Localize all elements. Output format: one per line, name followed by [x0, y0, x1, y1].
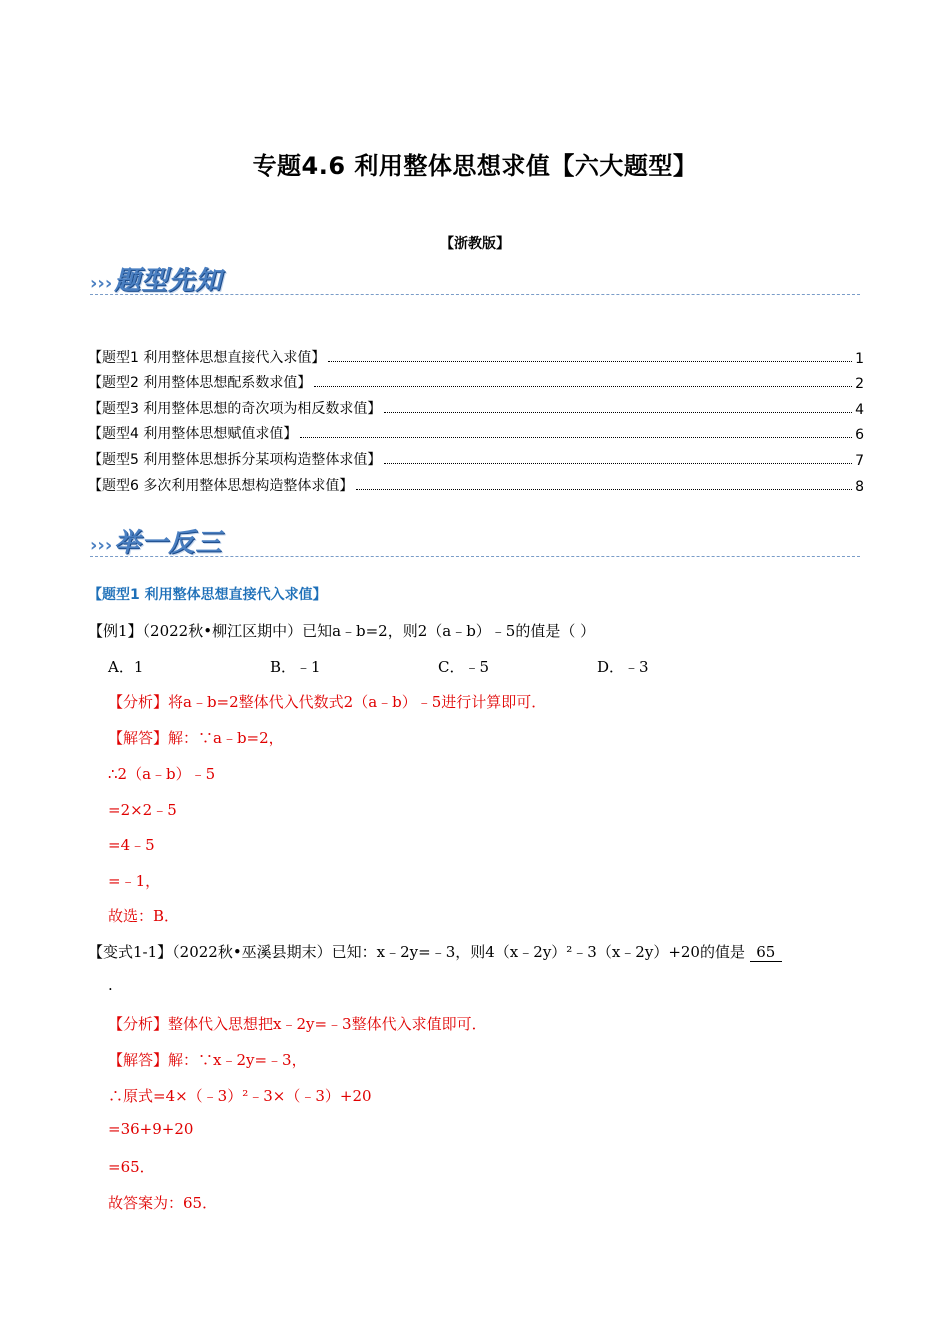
solution-step: ∴2（a﹣b）﹣5: [108, 765, 216, 783]
page-title: 专题4.6 利用整体思想求值【六大题型】: [252, 152, 698, 180]
option-d: D．﹣3: [597, 658, 649, 676]
toc-item-page: 7: [855, 452, 864, 469]
answer: [108, 727, 284, 748]
toc-item[interactable]: [88, 443, 864, 469]
analysis-tag: 【分析】: [108, 693, 169, 711]
answer-text: 解：∵a﹣b=2，: [168, 729, 284, 747]
divider: [90, 294, 860, 295]
analysis-text: 整体代入思想把x﹣2y=﹣3整体代入求值即可．: [168, 1015, 487, 1033]
answer-blank: 65: [750, 943, 782, 962]
toc-leader: [328, 361, 852, 362]
answer-text: 解：∵x﹣2y=﹣3，: [168, 1051, 307, 1069]
solution-step: =4﹣5: [108, 836, 155, 854]
banner-title: 题型先知: [114, 266, 223, 296]
analysis-text: 将a﹣b=2整体代入代数式2（a﹣b）﹣5进行计算即可．: [168, 693, 547, 711]
toc-leader: [314, 386, 852, 387]
section-heading: 【题型1 利用整体思想直接代入求值】: [88, 587, 327, 603]
banner-topic-preview: [90, 260, 223, 296]
toc-item-label: 【题型4 利用整体思想赋值求值】: [88, 426, 298, 443]
banner-title: 举一反三: [114, 528, 223, 558]
analysis-tag: 【分析】: [108, 1015, 169, 1033]
toc-leader: [300, 437, 852, 438]
divider: [90, 556, 860, 557]
solution-step: =﹣1，: [108, 872, 161, 890]
edition-label: 【浙教版】: [440, 236, 510, 252]
option-c: C．﹣5: [438, 658, 490, 676]
solution-step: =36+9+20: [108, 1120, 194, 1138]
toc-item-page: 2: [855, 376, 864, 393]
answer-tag: 【解答】: [108, 1051, 169, 1069]
analysis: [108, 691, 546, 712]
toc-item[interactable]: [88, 392, 864, 418]
toc-item-label: 【题型5 利用整体思想拆分某项构造整体求值】: [88, 451, 382, 468]
variant-question-text: 【变式1-1】（2022秋•巫溪县期末）已知：x﹣2y=﹣3，则4（x﹣2y）²﹣3（x﹣2y）+20的值是: [88, 943, 745, 961]
solution-step: =65．: [108, 1158, 155, 1176]
banner-arrows-icon: ›››: [90, 535, 113, 556]
table-of-contents: [88, 341, 864, 495]
toc-item-page: 4: [855, 401, 864, 418]
analysis: [108, 1013, 487, 1034]
toc-leader: [384, 412, 852, 413]
option-b: B．﹣1: [270, 658, 321, 676]
toc-item-page: 1: [855, 350, 864, 367]
answer: [108, 1049, 307, 1070]
solution-step: 故选：B．: [108, 907, 180, 925]
toc-leader: [356, 489, 852, 490]
toc-item[interactable]: [88, 341, 864, 367]
toc-leader: [384, 463, 852, 464]
toc-item-page: 6: [855, 427, 864, 444]
toc-item-page: 8: [855, 478, 864, 495]
banner-practice: [90, 522, 223, 558]
option-a: A．1: [108, 658, 144, 676]
toc-item[interactable]: [88, 367, 864, 393]
solution-step: ∴原式=4×（﹣3）²﹣3×（﹣3）+20: [108, 1087, 372, 1105]
banner-arrows-icon: ›››: [90, 273, 113, 294]
variant-tail: .: [108, 976, 113, 994]
variant-question: [88, 941, 782, 962]
toc-item-label: 【题型3 利用整体思想的奇次项为相反数求值】: [88, 400, 382, 417]
toc-item[interactable]: [88, 418, 864, 444]
toc-item-label: 【题型2 利用整体思想配系数求值】: [88, 375, 312, 392]
solution-step: 故答案为：65．: [108, 1194, 218, 1212]
answer-tag: 【解答】: [108, 729, 169, 747]
example-question: 【例1】（2022秋•柳江区期中）已知a﹣b=2，则2（a﹣b）﹣5的值是（ ）: [88, 622, 596, 640]
toc-item[interactable]: [88, 469, 864, 495]
toc-item-label: 【题型1 利用整体思想直接代入求值】: [88, 349, 326, 366]
solution-step: =2×2﹣5: [108, 801, 177, 819]
toc-item-label: 【题型6 多次利用整体思想构造整体求值】: [88, 477, 354, 494]
